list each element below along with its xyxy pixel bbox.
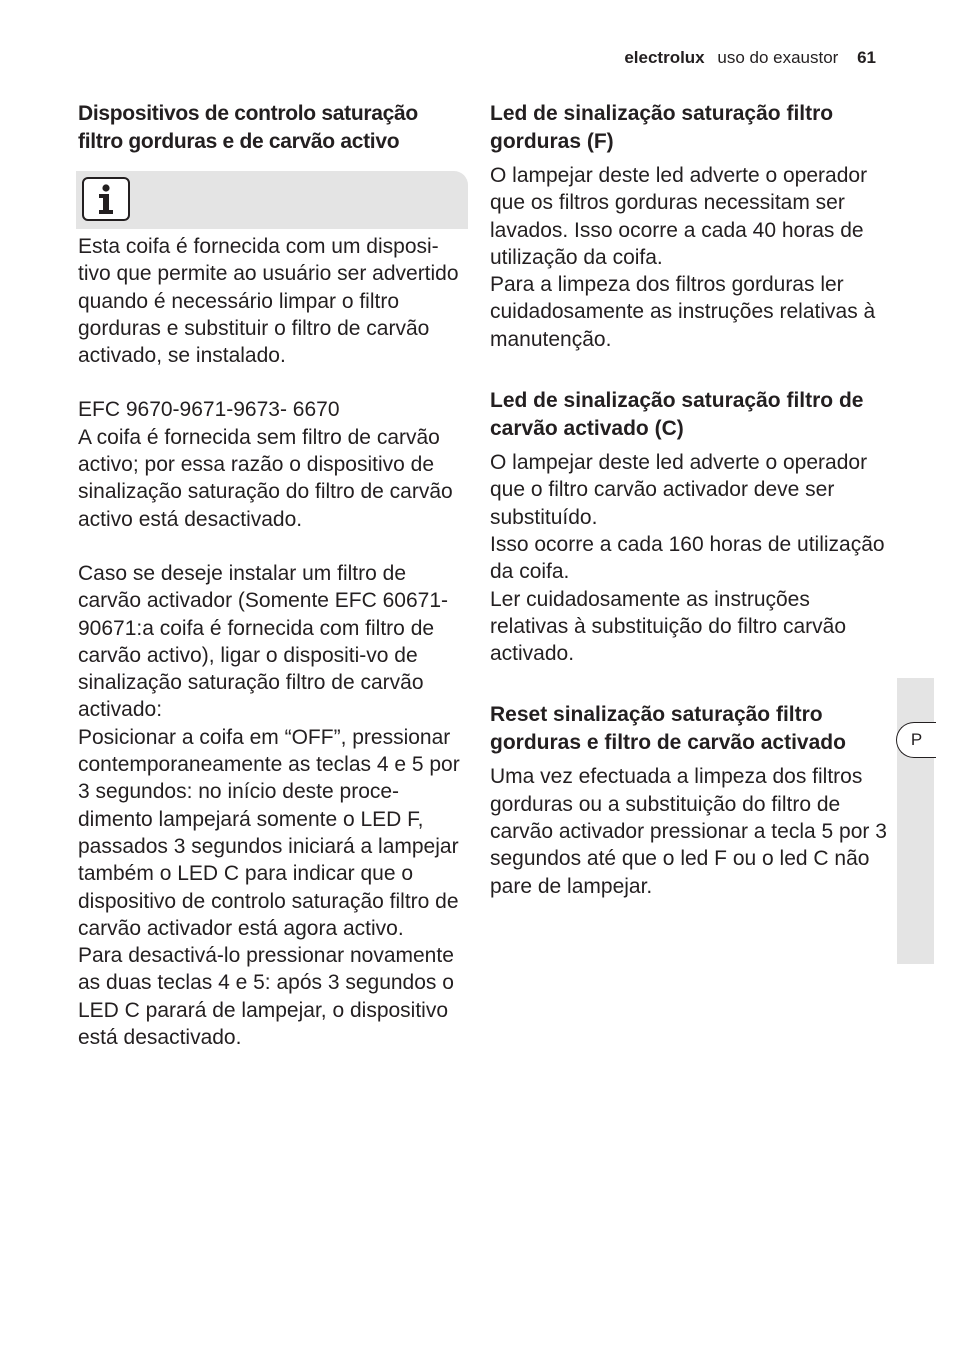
section-title: Dispositivos de controlo saturação filtro gorduras e de carvão activo bbox=[78, 102, 418, 153]
intro-paragraph: Esta coifa é fornecida com um disposi-tivo que permite ao usuário ser advertido quando é necessário limpar o filtro gorduras e substituir o filtro de carvão activado, se instalado. bbox=[78, 235, 459, 368]
page-header bbox=[624, 48, 876, 68]
reset-paragraph: Uma vez efectuada a limpeza dos filtros gorduras ou a substituição do filtro de carvão activador pressionar a tecla 5 por 3 segundos até que o led F ou o led C não pare de lampejar. bbox=[490, 765, 887, 898]
language-side-tab bbox=[897, 678, 934, 964]
info-box bbox=[76, 171, 468, 229]
models-heading: EFC 9670-9671-9673- 6670 bbox=[78, 398, 340, 422]
grease-filter-block bbox=[490, 100, 890, 353]
page-number: 61 bbox=[857, 48, 876, 67]
right-column bbox=[490, 100, 890, 900]
grease-filter-maintenance: Para a limpeza dos filtros gorduras ler cuidadosamente as instruções relativas à manutenção. bbox=[490, 273, 876, 351]
section-name: uso do exaustor bbox=[717, 48, 839, 67]
activation-paragraph: Posicionar a coifa em “OFF”, pressionar contemporaneamente as teclas 4 e 5 por 3 segundos: no início deste proce-dimento lampejará somente o LED F, passados 3 segundos iniciará a lampejar também o LED C para indicar que o dispositivo de controlo saturação filtro de carvão activador está agora activo. bbox=[78, 725, 460, 940]
grease-filter-title: Led de sinalização saturação filtro gorduras (F) bbox=[490, 102, 834, 153]
install-paragraph: Caso se deseje instalar um filtro de carvão activador (Somente EFC 60671-90671:a coifa é fornecida com filtro de carvão activo), ligar o dispositi-vo de sinalização saturação filtro de carvão activado: bbox=[78, 561, 449, 722]
carbon-filter-hours: Isso ocorre a cada 160 horas de utilização da coifa. bbox=[490, 532, 885, 584]
carbon-filter-block bbox=[490, 387, 890, 667]
left-column bbox=[78, 100, 466, 1051]
carbon-filter-title: Led de sinalização saturação filtro de carvão activado (C) bbox=[490, 389, 864, 441]
reset-title: Reset sinalização saturação filtro gorduras e filtro de carvão activado bbox=[490, 703, 846, 755]
grease-filter-paragraph: O lampejar deste led adverte o operador que os filtros gorduras necessitam ser lavados. Isso ocorre a cada 40 horas de utilização da coifa. bbox=[490, 164, 868, 269]
carbon-filter-instructions: Ler cuidadosamente as instruções relativas à substituição do filtro carvão activado. bbox=[490, 587, 847, 666]
carbon-filter-paragraph: O lampejar deste led adverte o operador que o filtro carvão activador deve ser substituído. bbox=[490, 451, 868, 529]
language-label: P bbox=[896, 722, 936, 758]
info-icon bbox=[82, 177, 130, 221]
reset-block bbox=[490, 701, 890, 899]
deactivation-paragraph: Para desactivá-lo pressionar novamente as duas teclas 4 e 5: após 3 segundos o LED C parará de lampejar, o dispositivo está desactivado. bbox=[78, 944, 454, 1050]
models-paragraph: A coifa é fornecida sem filtro de carvão activo; por essa razão o dispositivo de sinalização saturação do filtro de carvão activo está desactivado. bbox=[78, 425, 453, 531]
brand-name: electrolux bbox=[624, 48, 705, 67]
